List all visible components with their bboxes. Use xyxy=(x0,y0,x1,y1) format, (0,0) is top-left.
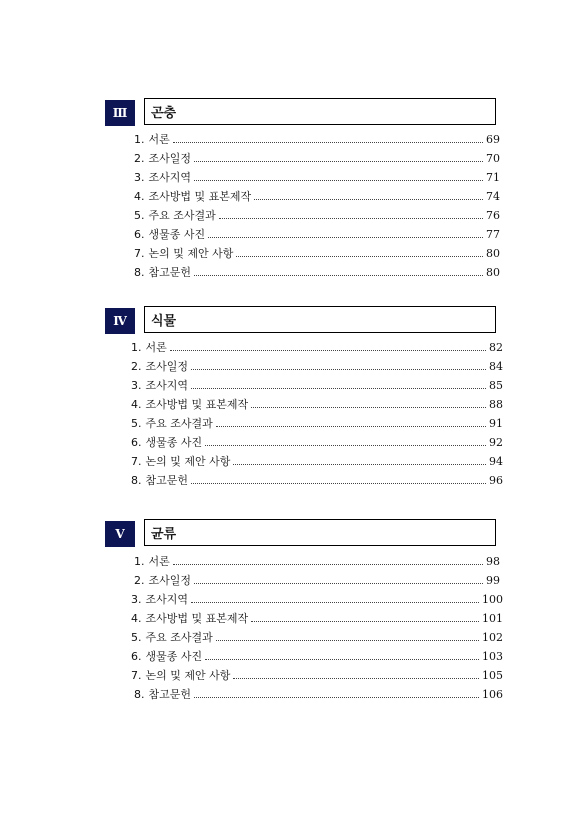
toc-section-fungi xyxy=(0,519,586,701)
item-page: 99 xyxy=(486,573,500,587)
toc-item[interactable] xyxy=(131,471,503,489)
item-number: 3. xyxy=(131,378,142,392)
toc-item[interactable] xyxy=(131,452,503,470)
item-label: 참고문헌 xyxy=(148,266,192,279)
item-label: 조사방법 및 표본제작 xyxy=(145,398,249,411)
item-page: 98 xyxy=(486,554,500,568)
toc-item[interactable] xyxy=(131,590,503,608)
toc-item[interactable] xyxy=(134,225,500,243)
leader-dots xyxy=(251,406,486,408)
section-numeral: Ⅲ xyxy=(105,100,135,126)
item-number: 5. xyxy=(131,630,142,644)
leader-dots xyxy=(216,425,486,427)
item-number: 7. xyxy=(134,246,145,260)
toc-item[interactable] xyxy=(131,628,503,646)
leader-dots xyxy=(216,639,479,641)
toc-item[interactable] xyxy=(131,395,503,413)
item-number: 8. xyxy=(134,687,145,701)
item-label: 생물종 사진 xyxy=(145,436,203,449)
item-page: 71 xyxy=(486,170,500,184)
leader-dots xyxy=(194,582,483,584)
item-number: 2. xyxy=(134,151,145,165)
item-label: 서론 xyxy=(148,133,170,146)
toc-item[interactable] xyxy=(134,168,500,186)
item-number: 2. xyxy=(131,359,142,373)
item-label: 조사일정 xyxy=(148,574,192,587)
toc-item[interactable] xyxy=(134,571,500,589)
item-page: 85 xyxy=(489,378,503,392)
item-page: 100 xyxy=(482,592,503,606)
item-label: 논의 및 제안 사항 xyxy=(148,247,234,260)
item-page: 105 xyxy=(482,668,503,682)
leader-dots xyxy=(191,368,486,370)
leader-dots xyxy=(191,482,486,484)
item-label: 참고문헌 xyxy=(148,688,192,701)
item-page: 76 xyxy=(486,208,500,222)
item-number: 6. xyxy=(131,435,142,449)
leader-dots xyxy=(208,236,483,238)
item-number: 8. xyxy=(134,265,145,279)
leader-dots xyxy=(205,444,486,446)
item-label: 조사지역 xyxy=(148,171,192,184)
item-page: 80 xyxy=(486,246,500,260)
leader-dots xyxy=(194,274,483,276)
leader-dots xyxy=(173,141,483,143)
leader-dots xyxy=(170,349,486,351)
item-number: 5. xyxy=(131,416,142,430)
item-number: 4. xyxy=(131,397,142,411)
item-label: 조사일정 xyxy=(148,152,192,165)
leader-dots xyxy=(194,696,479,698)
toc-item[interactable] xyxy=(131,433,503,451)
toc-item[interactable] xyxy=(131,376,503,394)
toc-item[interactable] xyxy=(131,357,503,375)
item-number: 3. xyxy=(134,170,145,184)
toc-item[interactable] xyxy=(134,552,500,570)
toc-item[interactable] xyxy=(134,206,500,224)
item-label: 참고문헌 xyxy=(145,474,189,487)
toc-item[interactable] xyxy=(131,666,503,684)
toc-section-plants xyxy=(0,306,586,487)
item-label: 서론 xyxy=(148,555,170,568)
leader-dots xyxy=(173,563,483,565)
toc-item[interactable] xyxy=(134,130,500,148)
section-header xyxy=(0,98,586,128)
section-title-text: 식물 xyxy=(151,314,177,329)
item-label: 생물종 사진 xyxy=(145,650,203,663)
section-title xyxy=(144,98,496,125)
item-page: 77 xyxy=(486,227,500,241)
item-page: 96 xyxy=(489,473,503,487)
section-numeral: Ⅳ xyxy=(105,308,135,334)
leader-dots xyxy=(251,620,479,622)
item-number: 4. xyxy=(131,611,142,625)
toc-item[interactable] xyxy=(134,149,500,167)
item-number: 6. xyxy=(134,227,145,241)
leader-dots xyxy=(219,217,483,219)
leader-dots xyxy=(233,677,479,679)
item-page: 69 xyxy=(486,132,500,146)
item-page: 92 xyxy=(489,435,503,449)
item-number: 1. xyxy=(134,554,145,568)
item-number: 5. xyxy=(134,208,145,222)
toc-item[interactable] xyxy=(131,338,503,356)
item-label: 주요 조사결과 xyxy=(145,417,213,430)
item-label: 논의 및 제안 사항 xyxy=(145,455,231,468)
item-page: 103 xyxy=(482,649,503,663)
toc-item[interactable] xyxy=(131,609,503,627)
item-label: 조사지역 xyxy=(145,379,189,392)
item-number: 7. xyxy=(131,668,142,682)
item-page: 74 xyxy=(486,189,500,203)
item-number: 1. xyxy=(131,340,142,354)
section-title xyxy=(144,519,496,546)
item-label: 조사지역 xyxy=(145,593,189,606)
item-label: 조사방법 및 표본제작 xyxy=(148,190,252,203)
item-number: 7. xyxy=(131,454,142,468)
item-page: 102 xyxy=(482,630,503,644)
item-number: 3. xyxy=(131,592,142,606)
item-page: 88 xyxy=(489,397,503,411)
leader-dots xyxy=(236,255,483,257)
toc-item[interactable] xyxy=(134,187,500,205)
leader-dots xyxy=(205,658,479,660)
item-page: 80 xyxy=(486,265,500,279)
section-title-text: 균류 xyxy=(151,527,177,542)
item-page: 70 xyxy=(486,151,500,165)
section-header xyxy=(0,519,586,549)
section-title xyxy=(144,306,496,333)
item-page: 82 xyxy=(489,340,503,354)
leader-dots xyxy=(194,160,483,162)
toc-item[interactable] xyxy=(134,263,500,281)
leader-dots xyxy=(254,198,483,200)
item-label: 생물종 사진 xyxy=(148,228,206,241)
item-label: 주요 조사결과 xyxy=(145,631,213,644)
item-page: 84 xyxy=(489,359,503,373)
section-title-text: 곤충 xyxy=(151,106,177,121)
section-numeral: Ⅴ xyxy=(105,521,135,547)
leader-dots xyxy=(194,179,483,181)
toc-item[interactable] xyxy=(134,685,503,703)
item-label: 논의 및 제안 사항 xyxy=(145,669,231,682)
item-number: 6. xyxy=(131,649,142,663)
item-label: 조사방법 및 표본제작 xyxy=(145,612,249,625)
item-label: 주요 조사결과 xyxy=(148,209,216,222)
item-page: 106 xyxy=(482,687,503,701)
item-label: 서론 xyxy=(145,341,167,354)
item-page: 91 xyxy=(489,416,503,430)
toc-item[interactable] xyxy=(134,244,500,262)
item-number: 4. xyxy=(134,189,145,203)
toc-item[interactable] xyxy=(131,414,503,432)
item-page: 94 xyxy=(489,454,503,468)
item-number: 1. xyxy=(134,132,145,146)
section-header xyxy=(0,306,586,336)
item-page: 101 xyxy=(482,611,503,625)
leader-dots xyxy=(191,387,486,389)
toc-item[interactable] xyxy=(131,647,503,665)
item-label: 조사일정 xyxy=(145,360,189,373)
toc-section-insects xyxy=(0,98,586,279)
item-number: 8. xyxy=(131,473,142,487)
leader-dots xyxy=(191,601,479,603)
leader-dots xyxy=(233,463,486,465)
item-number: 2. xyxy=(134,573,145,587)
